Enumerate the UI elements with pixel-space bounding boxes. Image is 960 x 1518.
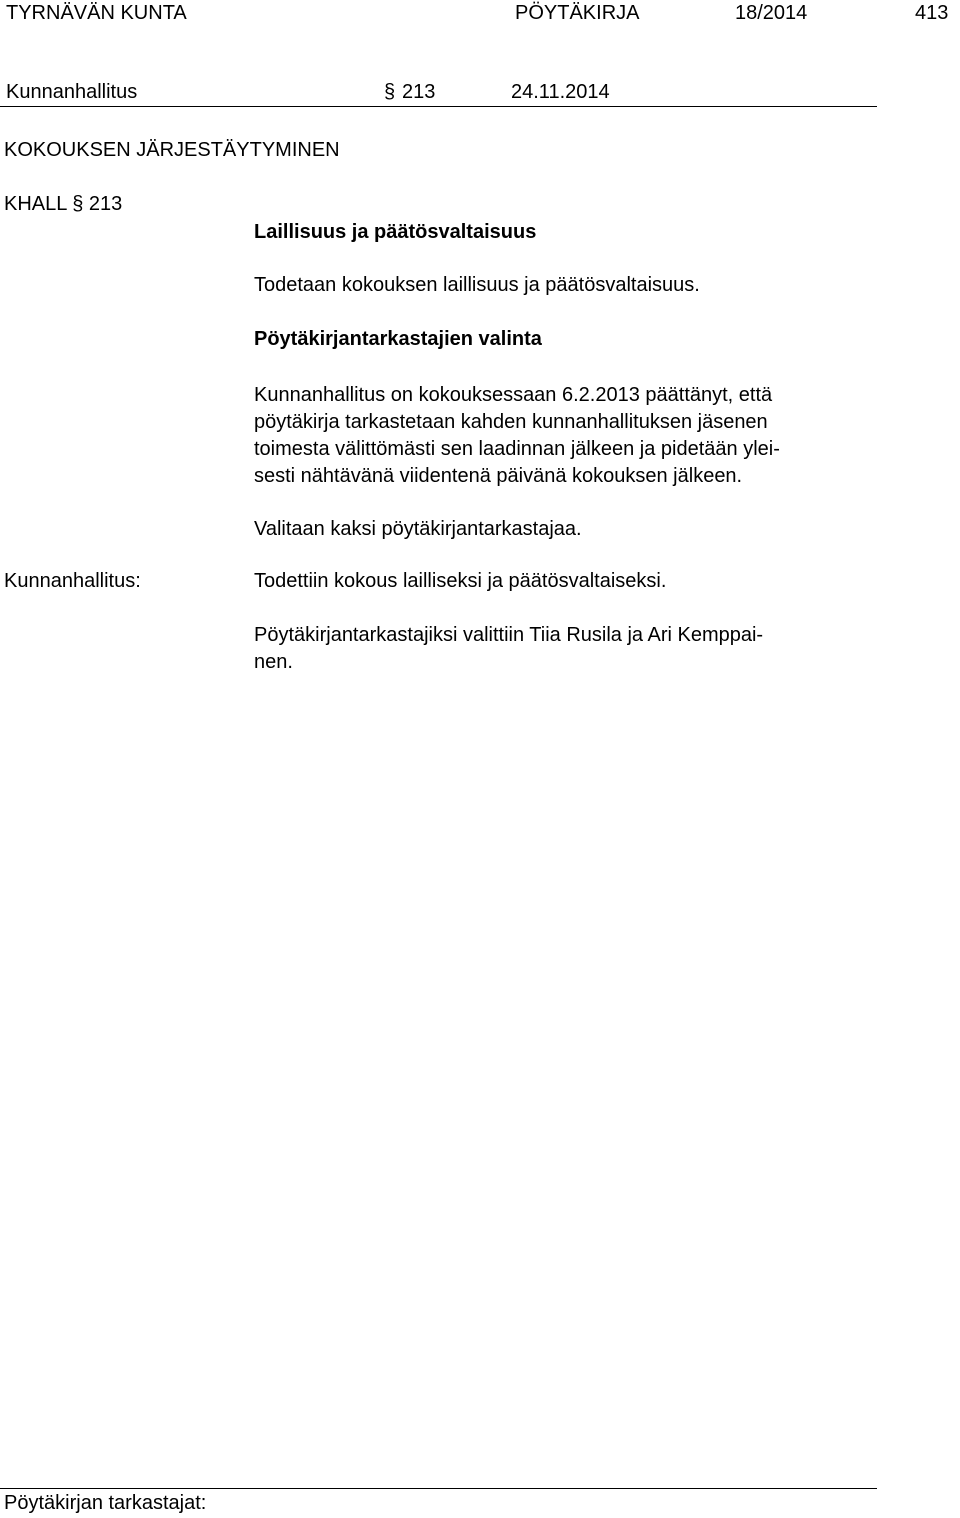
inspectors-line: pöytäkirja tarkastetaan kahden kunnanhallituksen jäsenen (254, 411, 768, 433)
decision-inspectors-line: nen. (254, 651, 293, 673)
legality-text: Todetaan kokouksen laillisuus ja päätösvaltaisuus. (254, 274, 700, 296)
footer-divider (0, 1488, 877, 1489)
item-reference-label: KHALL (4, 193, 67, 215)
municipality-name: TYRNÄVÄN KUNTA (6, 2, 187, 24)
page-number: 413 (915, 2, 949, 24)
item-reference-number: 213 (88, 193, 123, 215)
section-sign: § (384, 81, 396, 103)
inspectors-line: toimesta välittömästi sen laadinnan jälkeen ja pidetään ylei- (254, 438, 780, 460)
footer-inspectors-label: Pöytäkirjan tarkastajat: (4, 1492, 207, 1514)
decision-inspectors-line: Pöytäkirjantarkastajiksi valittiin Tiia Rusila ja Ari Kemppai- (254, 624, 764, 646)
inspectors-line: Kunnanhallitus on kokouksessaan 6.2.2013 päättänyt, että (254, 384, 773, 406)
legality-heading: Laillisuus ja päätösvaltaisuus (254, 221, 537, 243)
header-divider (0, 106, 877, 107)
inspectors-line: sesti nähtävänä viidentenä päivänä kokouksen jälkeen. (254, 465, 743, 487)
document-number: 18/2014 (735, 2, 808, 24)
decision-text: Todettiin kokous lailliseksi ja päätösvaltaiseksi. (254, 570, 667, 592)
inspectors-heading: Pöytäkirjantarkastajien valinta (254, 328, 542, 350)
decision-label: Kunnanhallitus: (4, 570, 141, 592)
document-type: PÖYTÄKIRJA (515, 2, 640, 24)
item-reference-section-sign: § (72, 193, 84, 215)
item-reference (4, 191, 122, 218)
meeting-body: Kunnanhallitus (6, 81, 138, 103)
item-title: KOKOUKSEN JÄRJESTÄYTYMINEN (4, 139, 340, 161)
meeting-date: 24.11.2014 (511, 81, 610, 103)
proposal-text: Valitaan kaksi pöytäkirjantarkastajaa. (254, 518, 582, 540)
section-number: 213 (402, 81, 436, 103)
